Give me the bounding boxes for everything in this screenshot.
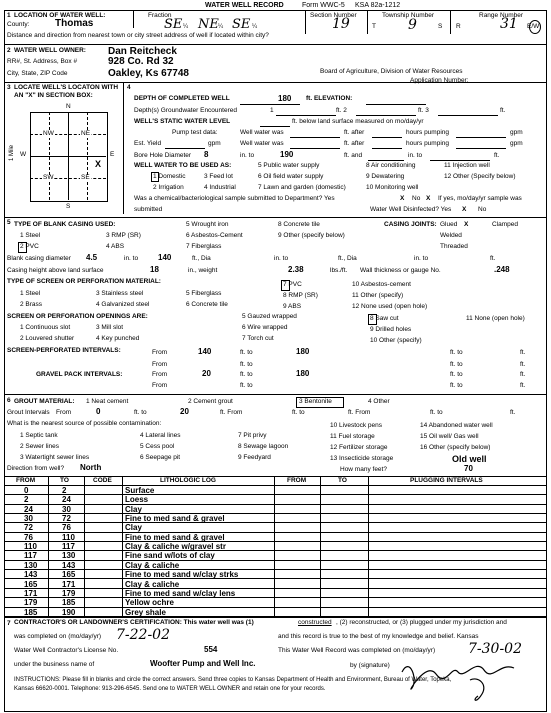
log-to: 30 bbox=[62, 504, 71, 514]
contam-other-value: Old well bbox=[452, 454, 487, 464]
direction-value: North bbox=[80, 463, 102, 472]
constructed-circled: constructed bbox=[298, 619, 332, 626]
gravel-to: 180 bbox=[296, 369, 310, 378]
county-label: County: bbox=[7, 21, 30, 28]
township-label: Township Number bbox=[382, 12, 435, 19]
openings-label: SCREEN OR PERFORATION OPENINGS ARE: bbox=[7, 313, 148, 320]
log-row bbox=[4, 486, 546, 495]
log-from: 2 bbox=[24, 495, 29, 505]
disinfected-question: Water Well Disinfected? Yes bbox=[370, 206, 452, 213]
log-from: 30 bbox=[24, 514, 33, 524]
log-from: 179 bbox=[24, 598, 38, 608]
distance-label: Distance and direction from nearest town or city street address of well if located within city? bbox=[7, 32, 269, 39]
owner-label: WATER WELL OWNER: bbox=[14, 47, 86, 54]
bore-depth: 190 bbox=[280, 150, 294, 159]
log-row bbox=[4, 514, 546, 523]
license-number: 554 bbox=[204, 645, 218, 654]
log-to: 171 bbox=[62, 579, 76, 589]
locate-label: LOCATE WELL'S LOCATON WITH bbox=[14, 84, 119, 91]
grout-bentonite: 3 Bentonite bbox=[299, 398, 332, 405]
county-value: Thomas bbox=[55, 18, 94, 29]
section-number-label: Section Number bbox=[310, 12, 357, 19]
wall-thickness: .248 bbox=[494, 265, 510, 274]
township-value: 9 bbox=[408, 17, 417, 33]
log-row bbox=[4, 608, 546, 617]
log-from: 0 bbox=[24, 486, 29, 495]
log-to: 143 bbox=[62, 560, 76, 570]
record-date: 7-30-02 bbox=[468, 641, 522, 657]
log-to: 76 bbox=[62, 523, 71, 533]
instructions: INSTRUCTIONS: Please fill in blanks and circle the correct answers. Send three copies to Kansas Department of Health and Environment, Bureau of Water, Topeka, bbox=[14, 677, 452, 683]
range-label: Range Number bbox=[479, 12, 524, 19]
completed-date: 7-22-02 bbox=[116, 627, 170, 643]
sec1-num: 1 bbox=[7, 12, 11, 19]
log-to: 110 bbox=[62, 532, 75, 542]
ksa-number: KSA 82a-1212 bbox=[355, 2, 401, 9]
log-row bbox=[4, 542, 546, 551]
log-row bbox=[4, 523, 546, 532]
grout-label: GROUT MATERIAL: bbox=[14, 398, 75, 405]
log-row bbox=[4, 570, 546, 579]
fraction-3: SE bbox=[232, 17, 251, 32]
log-to: 185 bbox=[62, 598, 76, 608]
log-from: 165 bbox=[24, 579, 38, 589]
depth-label: DEPTH OF COMPLETED WELL bbox=[134, 95, 230, 102]
log-row bbox=[4, 598, 546, 607]
log-lithology: Clay & caliche bbox=[125, 579, 180, 589]
log-row bbox=[4, 589, 546, 598]
fraction-1: SE bbox=[164, 17, 183, 32]
log-row bbox=[4, 505, 546, 514]
blank-diameter: 4.5 bbox=[86, 253, 98, 262]
fraction-label: Fraction bbox=[148, 12, 172, 19]
log-header-plug-to: TO bbox=[338, 477, 347, 484]
log-header-plug-from: FROM bbox=[287, 477, 307, 484]
log-to: 190 bbox=[62, 607, 76, 617]
log-header-lithology: LITHOLOGIC LOG bbox=[160, 477, 216, 484]
casing-height: 18 bbox=[150, 265, 159, 274]
log-lithology: Yellow ochre bbox=[125, 598, 174, 608]
log-to: 2 bbox=[62, 486, 67, 495]
blank-to: 140 bbox=[158, 253, 172, 262]
well-record-page: WATER WELL RECORD Form WWC-5 KSA 82a-1212 1 LOCATION OF WATER WELL: County: Thomas Fraction SE ¼ NE ¼ SE ¼ Section Number 19 Township Number T 9 S Range Number R 31 E/W Distance and direction from nearest town or city street address of well if located within city? 2 WATER WELL OWNER: Dan Reitcheck RR#, St. Address, Box # 928 Co. Rd 32 City, State, ZIP Code Oakley, Ks 67748 Board of Agriculture, Division of Water Resources Application Number: 3 LOCATE WELL'S LOCATON WITH AN "X" IN SECTION BOX: N S W E NW NE SW SE X 1 Mile 4 DEPTH OF COMPLETED WELL 180 ft. ELEVATION: Depth(s) Groundwater Encountered 1 ft. 2 ft. 3 ft. WELL'S STATIC WATER LEVEL ft. below land surface measured on mo/day/yr Pump test data: Well water was ft. after hours pumping gpm Est. Yield gpm Well water was ft. after hours pumping gpm Bore Hole Diameter 8 in. to 190 ft. and in. to ft. WELL WATER TO BE USED AS: 1 Domestic 3 Feed lot 5 Public water supply 8 Air conditioning 11 Injection well 2 Irrigation 4 Industrial 7 Lawn and garden (domestic) 10 Monitoring well 6 Oil field water supply 9 Dewatering 12 Other (Specify below) Was a chemical/bacteriological sample submitted to Department? Yes X No X If yes, mo/day/yr sample was submitted Water Well Disinfected? Yes X No 5 TYPE OF BLANK CASING USED: 1 Steel 3 RMP (SR) 5 Wrought iron 8 Concrete tile 2 PVC 4 ABS 6 Asbestos-Cement 9 Other (specify below) 7 Fiberglass CASING JOINTS: Glued X Clamped Welded Threaded Blank casing diameter 4.5 in. to 140 ft., Dia in. to ft., Dia in. to ft. Casing height above land surface 18 in., weight 2.38 lbs./ft. Wall thickness or gauge No. .248 TYPE OF SCREEN OR PERFORATION MATERIAL: 1 Steel 3 Stainless steel 5 Fiberglass 7 PVC 10 Asbestos-cement 2 Brass 4 Galvanized steel 6 Concrete tile 8 RMP (SR) 9 ABS 11 Other (specify) 12 None used (open hole) SCREEN OR PERFORATION OPENINGS ARE: 1 Continuous slot 3 Mill slot 5 Gauzed wrapped 8 Saw cut 11 None (open hole) 2 Louvered shutter 4 Key punched 6 Wire wrapped 7 Torch cut 9 Drilled holes 10 Other (specify) SCREEN-PERFORATED INTERVALS: From 140 ft. to 180 ft. to ft. From ft. to ft. to ft. GRAVEL PACK INTERVALS: From 20 ft. to 180 ft. to ft. From ft. to ft. to ft. 6 GROUT MATERIAL: 1 Neat cement 2 Cement grout 3 Bentonite 4 Other Grout Intervals From 0 ft. to 20 ft. From ft. to ft. From ft. to ft. What is the nearest source of possible contamination: 1 Septic tank 4 Lateral lines 7 Pit privy 10 Livestock pens 14 Abandoned water well 2 Sewer lines 5 Cess pool 8 Sewage lagoon 11 Fuel storage 15 Oil well/ Gas well 3 Watertight sewer lines 6 Seepage pit 9 Feedyard 12 Fertilizer storage 13 Insecticide storage 16 Other (specify below) Old well Direction from well? North How many feet? 70 FROM TO CODE LITHOLOGIC LOG FROM TO PLUGGING INTERVALS 0 2 Surface 2 24 Loess 24 30 Clay 30 72 Fine to med sand & gravel 72 76 Clay 76 110 Fine to med sand & gravel 110 117 Clay & caliche w/gravel str 117 130 Fine sand w/lots of clay 130 143 Clay & caliche 143 165 Fine to med sand w/clay strks 165 171 Clay & caliche 171 179 Fine to med sand w/clay lens 179 185 Yellow ochre 185 190 Grey shale 7 CONTRACTOR'S OR LANDOWNER'S CERTIFICATION: This water well was (1) constructed , (2) reconstructed, or (3) plugged under my jurisdiction and was completed on (mo/day/yr) 7-22-02 and this record is true to the best of my knowledge and belief. Kansas Water Well Contractor's License No. 554 This Water Well Record was completed on (mo/day/yr) 7-30-02 under the business name of Woofter Pump and Well Inc. by (signature) INSTRUCTIONS: Please fill in blanks and circle the correct answers. Send three copies to Kansas Department of Health and Environment, Bureau of Water, Topeka, Kansas 66620-0001. Telephone: 913-296-6545. Send one to WATER WELL OWNER and retain one for your records. bbox=[0, 0, 551, 713]
grout-to: 20 bbox=[180, 407, 189, 416]
log-to: 165 bbox=[62, 570, 76, 580]
city-value: Oakley, Ks 67748 bbox=[108, 68, 189, 79]
log-header-from: FROM bbox=[16, 477, 36, 484]
log-from: 171 bbox=[24, 588, 38, 598]
groundwater-label: Depth(s) Groundwater Encountered bbox=[134, 107, 237, 114]
log-lithology: Fine to med sand & gravel bbox=[125, 532, 225, 542]
mile-label: 1 Mile bbox=[9, 144, 16, 162]
log-lithology: Clay bbox=[125, 523, 142, 533]
log-header-code: CODE bbox=[93, 477, 112, 484]
sec1-label: LOCATION OF WATER WELL: bbox=[14, 12, 106, 19]
board-label: Board of Agriculture, Division of Water Resources bbox=[320, 68, 463, 75]
log-header-plugging: PLUGGING INTERVALS bbox=[410, 477, 483, 484]
application-number-label: Application Number: bbox=[410, 77, 469, 84]
gravel-intervals-label: GRAVEL PACK INTERVALS: bbox=[36, 371, 123, 378]
range-value: 31 bbox=[500, 16, 518, 32]
log-lithology: Grey shale bbox=[125, 607, 166, 617]
log-lithology: Clay & caliche bbox=[125, 560, 180, 570]
address-label: RR#, St. Address, Box # bbox=[7, 58, 78, 65]
form-number: Form WWC-5 bbox=[302, 2, 345, 9]
sample-question: Was a chemical/bacteriological sample submitted to Department? Yes bbox=[134, 195, 335, 202]
contamination-label: What is the nearest source of possible contamination: bbox=[7, 420, 162, 427]
address-value: 928 Co. Rd 32 bbox=[108, 56, 174, 67]
log-row bbox=[4, 551, 546, 560]
log-from: 110 bbox=[24, 542, 37, 552]
log-to: 179 bbox=[62, 588, 76, 598]
owner-value: Dan Reitcheck bbox=[108, 46, 177, 57]
log-to: 117 bbox=[62, 542, 75, 552]
log-row bbox=[4, 533, 546, 542]
log-row bbox=[4, 495, 546, 504]
use-label: WELL WATER TO BE USED AS: bbox=[134, 162, 232, 169]
log-from: 143 bbox=[24, 570, 38, 580]
log-to: 72 bbox=[62, 514, 71, 524]
static-level-label: WELL'S STATIC WATER LEVEL bbox=[134, 118, 231, 125]
screen-from: 140 bbox=[198, 347, 212, 356]
log-from: 185 bbox=[24, 607, 38, 617]
log-lithology: Clay bbox=[125, 504, 142, 514]
casing-label: TYPE OF BLANK CASING USED: bbox=[14, 221, 116, 228]
log-from: 117 bbox=[24, 551, 37, 561]
log-lithology: Surface bbox=[125, 486, 155, 495]
gravel-from: 20 bbox=[202, 369, 211, 378]
feet-value: 70 bbox=[464, 464, 473, 473]
casing-weight: 2.38 bbox=[288, 265, 304, 274]
log-lithology: Fine sand w/lots of clay bbox=[125, 551, 215, 561]
log-header-to: TO bbox=[60, 477, 69, 484]
log-lithology: Clay & caliche w/gravel str bbox=[125, 542, 226, 552]
section-grid[interactable] bbox=[30, 112, 108, 202]
signature bbox=[396, 650, 526, 702]
business-name: Woofter Pump and Well Inc. bbox=[150, 659, 256, 668]
fraction-2: NE bbox=[198, 17, 219, 32]
log-from: 24 bbox=[24, 504, 33, 514]
range-direction-circle bbox=[529, 20, 541, 34]
log-lithology: Loess bbox=[125, 495, 149, 505]
city-label: City, State, ZIP Code bbox=[7, 70, 68, 77]
form-title: WATER WELL RECORD bbox=[205, 2, 284, 9]
log-lithology: Fine to med sand w/clay strks bbox=[125, 570, 239, 580]
log-row bbox=[4, 580, 546, 589]
log-from: 72 bbox=[24, 523, 33, 533]
log-lithology: Fine to med sand w/clay lens bbox=[125, 588, 236, 598]
location-x-mark: X bbox=[95, 159, 102, 169]
log-from: 130 bbox=[24, 560, 38, 570]
section-number-value: 19 bbox=[332, 16, 350, 32]
screen-to: 180 bbox=[296, 347, 310, 356]
screen-intervals-label: SCREEN-PERFORATED INTERVALS: bbox=[7, 347, 121, 354]
grout-from: 0 bbox=[96, 407, 101, 416]
log-to: 24 bbox=[62, 495, 71, 505]
opening-saw-cut: 8 Saw cut bbox=[370, 315, 399, 322]
log-lithology: Fine to med sand & gravel bbox=[125, 514, 225, 524]
log-to: 130 bbox=[62, 551, 76, 561]
screen-pvc: 7 PVC bbox=[283, 281, 302, 288]
depth-value: 180 bbox=[278, 94, 292, 103]
lithologic-log bbox=[4, 486, 546, 617]
log-row bbox=[4, 561, 546, 570]
log-from: 76 bbox=[24, 532, 33, 542]
screen-label: TYPE OF SCREEN OR PERFORATION MATERIAL: bbox=[7, 278, 161, 285]
bore-diameter: 8 bbox=[204, 150, 209, 159]
casing-pvc: 2 PVC bbox=[20, 243, 39, 250]
certification-label: CONTRACTOR'S OR LANDOWNER'S CERTIFICATION: This water well was (1) bbox=[14, 619, 254, 626]
use-domestic: 1 Domestic bbox=[153, 173, 186, 180]
